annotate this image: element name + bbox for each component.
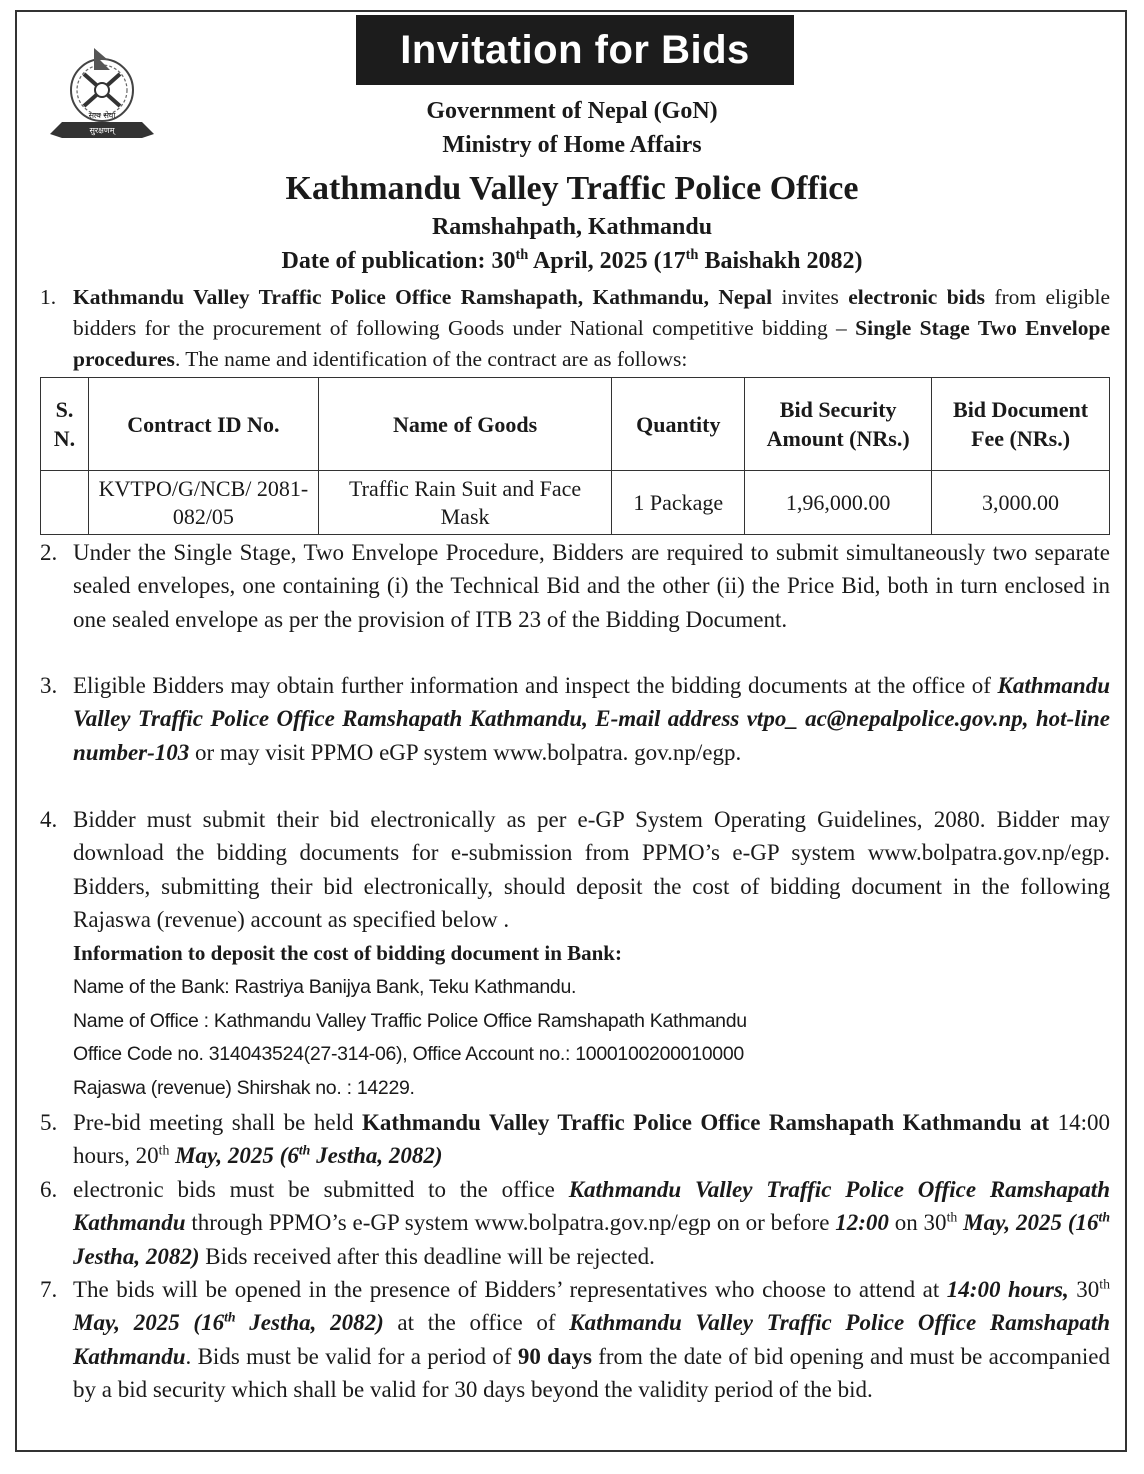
col-header: S. N. [41,378,89,471]
clause-4: 4. Bidder must submit their bid electronically as per e-GP System Operating Guidelines, 2080. Bidder may download the bidding documents for e-submission from PPMO’s e-GP system www.bolpatra.gov.np/egp. Bidders, submitting their bid electronically, should deposit the cost of bidding document in the following Rajaswa (revenue) account as specified below . [40,807,1110,933]
col-header: Bid Security Amount (NRs.) [745,378,932,471]
col-header: Quantity [612,378,745,471]
table-cell: KVTPO/G/NCB/ 2081-082/05 [88,471,318,535]
col-header: Bid Document Fee (NRs.) [932,378,1110,471]
revenue-head-line: Rajaswa (revenue) Shirshak no. : 14229. [73,1077,415,1099]
contract-table [40,377,1110,535]
table-cell: Traffic Rain Suit and Face Mask [318,471,612,535]
table-cell: 3,000.00 [932,471,1110,535]
bank-info-title: Information to deposit the cost of bidding document in Bank: [73,941,622,965]
office-code-line: Office Code no. 314043524(27-314-06), Office Account no.: 1000100200010000 [73,1043,744,1065]
clause-1: 1. Kathmandu Valley Traffic Police Office Ramshapath, Kathmandu, Nepal invites electronic bids from eligible bidders for the procurement of following Goods under National competitive bidding – Single Stage Two Envelope procedures. The name and identification of the contract are as follows: [40,285,1111,371]
bank-name-line: Name of the Bank: Rastriya Banijya Bank, Teku Kathmandu. [73,976,577,998]
table-cell: 1 Package [612,471,745,535]
svg-text:सुरक्षणम्: सुरक्षणम् [89,126,115,135]
svg-text:सत्य सेवा: सत्य सेवा [88,111,116,120]
office-address: Ramshahpath, Kathmandu [431,214,713,240]
table-cell [41,471,89,535]
table-header-row [41,378,1110,471]
clause-6: 6. electronic bids must be submitted to the office Kathmandu Valley Traffic Police Office Ramshapath Kathmandu through PPMO’s e-GP system www.bolpatra.gov.np/egp on or before 12:00 on 30th May, 2025 (16th Jestha, 2082) Bids received after this deadline will be rejected. [40,1177,1111,1269]
table-cell: 1,96,000.00 [745,471,932,535]
clause-3: 3. Eligible Bidders may obtain further information and inspect the bidding documents at the office of Kathmandu Valley Traffic Police Office Ramshapath Kathmandu, E-mail address vtpo_ ac@nepalpolice.gov.np, hot-line number-103 or may visit PPMO eGP system www.bolpatra. gov.np/egp. [40,673,1110,765]
publication-date: Date of publication: 30th April, 2025 (17th Baishakh 2082) [281,247,863,274]
government-line: Government of Nepal (GoN) [426,98,718,124]
office-name-line: Name of Office : Kathmandu Valley Traffic Police Office Ramshapath Kathmandu [73,1010,747,1032]
clause-2: 2. Under the Single Stage, Two Envelope Procedure, Bidders are required to submit simultaneously two separate sealed envelopes, one containing (i) the Technical Bid and the other (ii) the Price Bid, both in turn enclosed in one sealed envelope as per the provision of ITB 23 of the Bidding Document. [40,540,1110,632]
notice-title-banner: Invitation for Bids [356,15,794,85]
office-name: Kathmandu Valley Traffic Police Office [285,170,859,207]
table-row [41,471,1110,535]
ministry-line: Ministry of Home Affairs [442,132,702,158]
col-header: Contract ID No. [88,378,318,471]
clause-5: 5. Pre-bid meeting shall be held Kathmandu Valley Traffic Police Office Ramshapath Kathmandu at 14:00 hours, 20th May, 2025 (6th Jestha, 2082) [40,1110,1111,1169]
col-header: Name of Goods [318,378,612,471]
clause-7: 7. The bids will be opened in the presence of Bidders’ representatives who choose to attend at 14:00 hours, 30th May, 2025 (16th Jestha, 2082) at the office of Kathmandu Valley Traffic Police Office Ramshapath Kathmandu. Bids must be valid for a period of 90 days from the date of bid opening and must be accompanied by a bid security which shall be valid for 30 days beyond the validity period of the bid. [40,1276,1111,1403]
